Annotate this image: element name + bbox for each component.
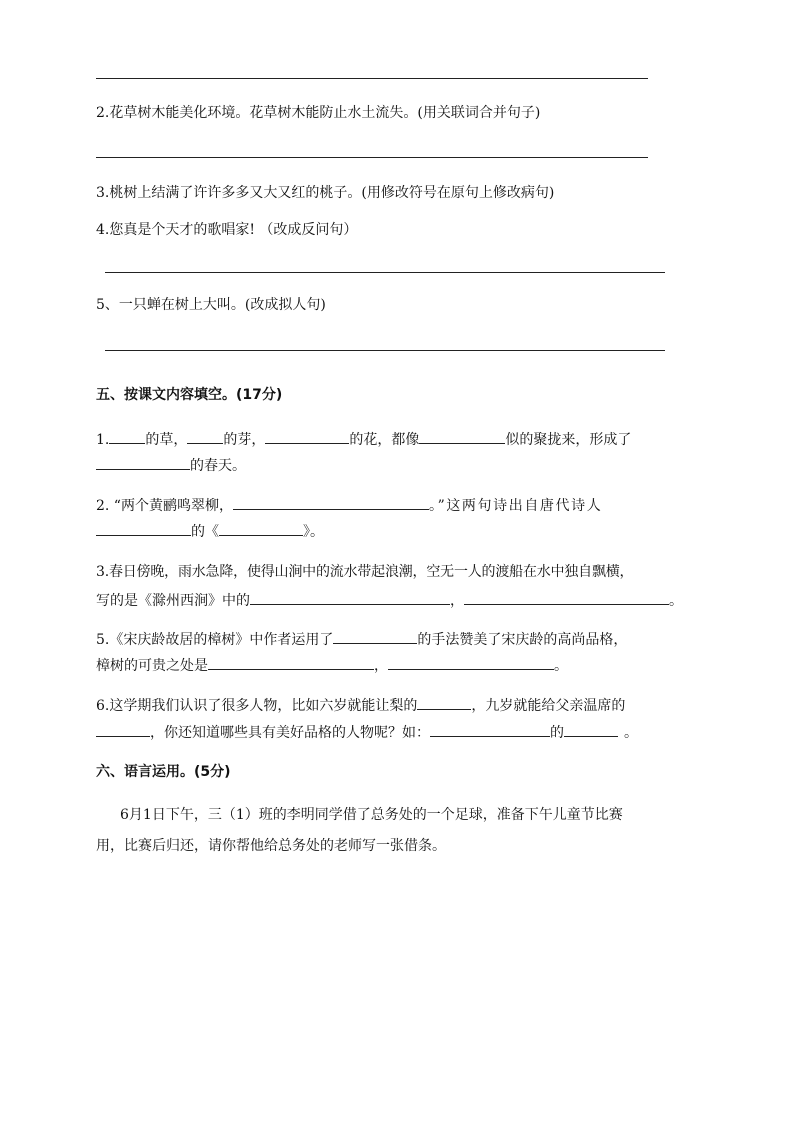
- question-5-2-line2: 的《 》。: [96, 521, 324, 541]
- blank[interactable]: [96, 722, 150, 737]
- answer-line: [96, 157, 648, 158]
- blank[interactable]: [96, 521, 191, 536]
- section-6-text-line2: 用，比赛后归还，请你帮他给总务处的老师写一张借条。: [96, 838, 446, 854]
- question-4-4: 4.您真是个天才的歌唱家! （改成反问句）: [96, 222, 358, 238]
- answer-line: [105, 272, 665, 273]
- blank[interactable]: [564, 722, 618, 737]
- question-5-2-line1: 2. “两个黄鹂鸣翠柳， 。”这两句诗出自唐代诗人: [96, 495, 602, 515]
- question-5-3-line2: 写的是《滁州西涧》中的 ， 。: [96, 590, 683, 610]
- question-5-6-line1: 6.这学期我们认识了很多人物，比如六岁就能让梨的 ，九岁就能给父亲温席的: [96, 695, 625, 715]
- blank[interactable]: [430, 722, 550, 737]
- blank[interactable]: [333, 629, 417, 644]
- blank[interactable]: [419, 429, 505, 444]
- answer-line: [96, 78, 648, 79]
- question-5-1-line2: 的春天。: [96, 455, 246, 475]
- blank[interactable]: [388, 655, 554, 670]
- question-5-1-line1: 1. 的草， 的芽， 的花，都像 似的聚拢来，形成了: [96, 429, 631, 449]
- blank[interactable]: [250, 590, 450, 605]
- blank[interactable]: [187, 429, 223, 444]
- question-4-5: 5、一只蝉在树上大叫。(改成拟人句): [96, 297, 326, 313]
- blank[interactable]: [208, 655, 374, 670]
- blank[interactable]: [109, 429, 145, 444]
- question-4-3: 3.桃树上结满了许许多多又大又红的桃子。(用修改符号在原句上修改病句): [96, 185, 555, 201]
- blank[interactable]: [233, 495, 429, 510]
- question-5-3-line1: 3.春日傍晚，雨水急降，使得山涧中的流水带起浪潮，空无一人的渡船在水中独自飘横，: [96, 564, 634, 580]
- question-5-5-line2: 樟树的可贵之处是 ， 。: [96, 655, 568, 675]
- question-5-6-line2: ，你还知道哪些具有美好品格的人物呢？如： 的 。: [96, 722, 638, 742]
- section-6-title: 六、语言运用。(5分): [96, 764, 231, 780]
- blank[interactable]: [219, 521, 303, 536]
- answer-line: [105, 350, 665, 351]
- section-6-text-line1: 6月1日下午，三（1）班的李明同学借了总务处的一个足球，准备下午儿童节比赛: [120, 807, 623, 823]
- blank[interactable]: [265, 429, 349, 444]
- blank[interactable]: [464, 590, 669, 605]
- blank[interactable]: [417, 695, 471, 710]
- blank[interactable]: [96, 455, 190, 470]
- section-5-title: 五、按课文内容填空。(17分): [96, 387, 283, 403]
- question-5-5-line1: 5.《宋庆龄故居的樟树》中作者运用了 的手法赞美了宋庆龄的高尚品格，: [96, 629, 627, 649]
- question-4-2: 2.花草树木能美化环境。花草树木能防止水土流失。(用关联词合并句子): [96, 105, 541, 121]
